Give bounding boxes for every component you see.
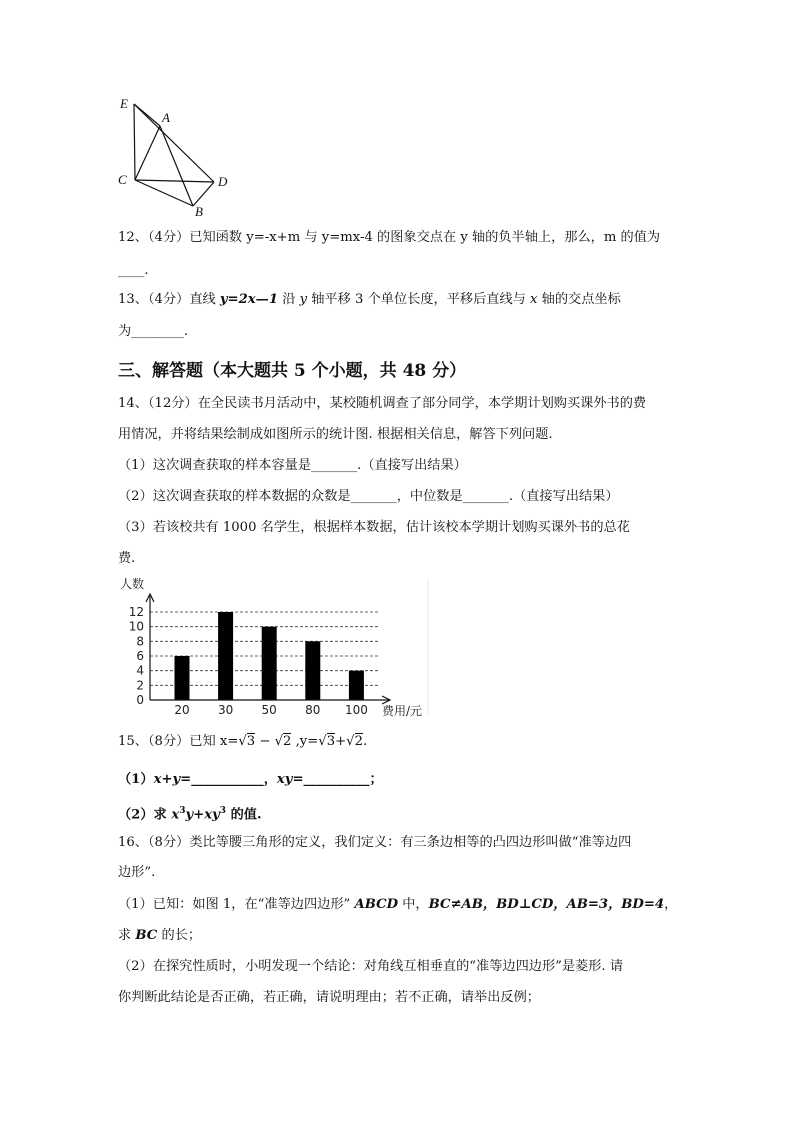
q13-text-d: 轴的交点坐标: [537, 292, 621, 307]
q16-sub1-ask: 求: [118, 928, 136, 943]
q14-line1: 14、（12分）在全民读书月活动中，某校随机调查了部分同学，本学期计划购买课外书的费: [118, 396, 647, 411]
label-e: E: [120, 96, 128, 111]
q15-sub2-prefix: （2）求: [118, 807, 172, 823]
q16-sub1-c: ，: [664, 897, 678, 912]
q13-text-c: 轴平移 3 个单位长度，平移后直线与: [307, 292, 531, 307]
q14-sub3-line1: （3）若该校共有 1000 名学生，根据样本数据，估计该校本学期计划购买课外书的总花: [118, 520, 630, 535]
segment-cd: [135, 180, 214, 182]
sqrt-symbol: √: [346, 734, 355, 749]
x-tick-label: 30: [217, 703, 234, 717]
sqrt-symbol: √: [274, 734, 284, 749]
q15-plus: +: [335, 734, 347, 749]
bar-30: [218, 612, 233, 700]
q15-sub1-prefix: （1）: [118, 772, 154, 787]
segment-ac: [135, 126, 160, 180]
q15-text-end: .: [362, 734, 368, 749]
q15-line1: [118, 733, 367, 751]
q15-sub1-sum: x+y: [153, 772, 181, 787]
q14-line2: 用情况，并将结果绘制成如图所示的统计图. 根据相关信息，解答下列问题.: [118, 427, 553, 442]
y-tick-label: 0: [136, 693, 144, 707]
chart-xlabel: 费用/元: [382, 704, 423, 718]
bar-80: [305, 641, 320, 700]
x-tick-label: 50: [261, 703, 277, 717]
x-tick-label: 20: [174, 703, 190, 717]
q15-sqrt3-radicand: 3: [246, 734, 256, 749]
q16-line2: 边形”.: [118, 865, 156, 880]
q16-sub1-line2: [118, 927, 201, 945]
label-c: C: [118, 172, 127, 187]
q15-text-a: 15、（8分）已知 x=: [118, 734, 239, 749]
x-tick-label: 100: [344, 703, 368, 717]
q15-sub2-exp1: 3: [179, 806, 186, 816]
label-d: D: [218, 174, 228, 189]
q13-y: y: [299, 292, 308, 307]
sqrt-symbol: √: [238, 734, 247, 749]
q13-line1: [118, 291, 621, 309]
label-b: B: [195, 204, 203, 219]
triangle-figure: [110, 92, 250, 222]
q12-line2: ____.: [118, 263, 149, 278]
bar-20: [175, 656, 190, 700]
q16-sub1-conditions: BC≠AB，BD⊥CD，AB=3，BD=4: [428, 897, 665, 912]
q13-x: x: [530, 292, 538, 307]
q15-text-mid: ,y=: [291, 734, 319, 749]
label-a: A: [162, 110, 170, 125]
q13-line2: 为________.: [118, 324, 189, 339]
q16-sub1-abcd: ABCD: [354, 897, 399, 912]
x-tick-label: 80: [305, 703, 321, 717]
bar-50: [262, 627, 277, 700]
q15-sub1: [118, 771, 383, 789]
q13-text-a: 13、（4分）直线: [118, 292, 220, 307]
q15-sqrt3-radicand-b: 3: [326, 734, 336, 749]
q16-sub1-a: （1）已知：如图 1，在“准等边四边形”: [118, 897, 355, 912]
bar-chart: [112, 574, 442, 722]
q16-sub2-line1: （2）在探究性质时，小明发现一个结论：对角线互相垂直的“准等边四边形”是菱形. 请: [118, 959, 624, 974]
sqrt-symbol: √: [318, 734, 327, 749]
q15-sub2-x: x: [171, 807, 180, 823]
q16-line1: 16、（8分）类比等腰三角形的定义，我们定义：有三条边相等的凸四边形叫做“准等边四: [118, 835, 632, 850]
q15-sub1-blank1: =___________，: [180, 772, 277, 787]
chart-ylabel: 人数: [120, 577, 145, 591]
q13-expression: y=2x—1: [219, 292, 279, 307]
q15-sub2-rest: y+xy: [185, 807, 220, 823]
q13-text-b: 沿: [278, 292, 300, 307]
q14-sub1: （1）这次调查获取的样本容量是_______.（直接写出结果）: [118, 458, 467, 473]
q16-sub2-line2: 你判断此结论是否正确，若正确，请说明理由；若不正确，请举出反例；: [118, 990, 540, 1005]
y-tick-label: 4: [136, 663, 144, 678]
q15-sub2-suffix: 的值.: [226, 807, 262, 823]
section-3-title: 三、解答题（本大题共 5 个小题，共 48 分）: [118, 361, 467, 381]
q15-minus: −: [255, 734, 275, 749]
y-tick-label: 6: [136, 649, 144, 663]
q16-sub1-b: 中，: [398, 897, 429, 912]
q12-line1: 12、（4分）已知函数 y=-x+m 与 y=mx-4 的图象交点在 y 轴的负半轴上，那么，m 的值为: [118, 230, 661, 245]
y-tick-label: 10: [128, 619, 144, 634]
bar-100: [349, 671, 364, 700]
y-tick-label: 8: [136, 634, 144, 649]
y-tick-label: 12: [128, 605, 144, 619]
q15-sub2: [118, 802, 262, 824]
q14-sub2: （2）这次调查获取的样本数据的众数是_______，中位数是_______.（直接写出结果）: [118, 489, 619, 504]
q15-sub1-product: xy: [276, 772, 293, 787]
q15-sub2-exp2: 3: [219, 806, 226, 816]
q16-sub1-bc: BC: [135, 928, 158, 943]
segment-db: [193, 182, 214, 206]
q16-sub1-line1: [118, 896, 677, 914]
q16-sub1-length: 的长；: [157, 928, 202, 943]
q15-sqrt2-radicand: 2: [283, 734, 292, 749]
y-tick-label: 2: [136, 678, 144, 693]
segment-ec: [134, 104, 135, 180]
q15-sqrt2-radicand-b: 2: [354, 734, 363, 749]
q14-sub3-line2: 费.: [118, 551, 136, 566]
segment-ed: [134, 104, 214, 182]
q15-sub1-blank2: =__________；: [292, 772, 383, 787]
